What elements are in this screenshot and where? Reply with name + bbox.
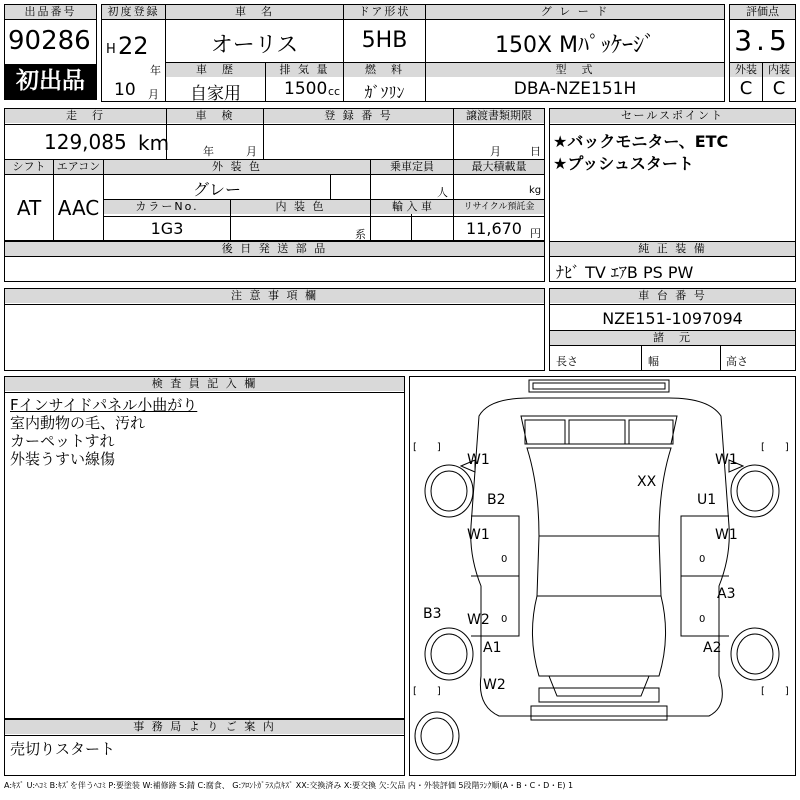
first-listing-badge: 初出品 [5,64,96,99]
shift-label: シフト [5,160,53,174]
bracket-front-right: [ ] [761,442,789,453]
displacement-label: 排 気 量 [266,63,343,77]
inspection-label: 車 検 [167,109,263,123]
zero-mark-right: 0 [699,554,706,565]
car-name-label: 車 名 [166,5,343,19]
zero-mark-right-rear: 0 [699,614,706,625]
score-value: 3.5 [734,24,791,57]
inspection-month-unit: 月 [246,145,257,158]
interior-score-label: 内装 [763,63,795,77]
capacity-label: 乗車定員 [371,160,453,174]
width-label: 幅 [648,355,659,368]
inspector-label: 検 査 員 記 入 欄 [5,377,404,391]
zero-mark-left: 0 [501,554,508,565]
car-name-value: オーリス [210,33,299,58]
registration-year: 22 [118,32,149,60]
transfer-month-unit: 月 [490,145,501,158]
registration-month: 10 [114,80,136,100]
score-label: 評価点 [730,5,795,19]
mark-w1-front-right: W1 [715,452,738,468]
door-value: 5HB [361,28,408,53]
legend: A:ｷｽﾞ U:ﾍｺﾐ B:ｷｽﾞを伴うﾍｺﾐ P:要塗装 W:補修跡 S:錆 C:腐食、 G:ﾌﾛﾝﾄｶﾞﾗｽ点ｷｽﾞ XX:交換済み X:要交換 欠:欠品 内・外装評価 5段階ﾗﾝｸ順(A・B・C・D・E) 1 [4,781,574,790]
fuel-label: 燃 料 [344,63,425,77]
lot-number: 90286 [8,26,91,56]
interior-color-unit: 系 [355,228,366,241]
mark-b3: B3 [423,606,442,622]
later-parts-label: 後 日 発 送 部 品 [5,242,544,256]
mark-a2: A2 [703,640,722,656]
color-no-value: 1G3 [150,219,184,238]
grade-value: 150X Mﾊﾟｯｹｰｼﾞ [494,33,656,58]
mileage-value: 129,085 [44,130,127,154]
exterior-color-value: グレー [192,180,241,199]
length-label: 長さ [556,355,578,368]
grade-label: グ レ ー ド [426,5,724,19]
model-code-value: DBA-NZE151H [513,79,637,99]
inspector-line-2: 室内動物の毛、汚れ [10,414,146,432]
zero-mark-left-rear: 0 [501,614,508,625]
lot-label: 出品番号 [5,5,96,19]
recycle-label: リサイクル預託金 [454,200,544,214]
fuel-value: ｶﾞｿﾘﾝ [364,83,405,102]
max-load-unit: kg [529,185,542,196]
bracket-front-left: [ ] [413,442,441,453]
sales-points-label: セールスポイント [550,109,795,123]
mark-b2: B2 [487,492,506,508]
mark-w2-left: W2 [467,612,490,628]
chassis-label: 車 台 番 号 [550,289,795,303]
recycle-value: 11,670 [466,219,522,238]
recycle-unit: 円 [530,227,541,240]
chassis-value: NZE151-1097094 [602,309,743,328]
displacement-value: 1500 [284,79,328,99]
bracket-rear-right: [ ] [761,686,789,697]
exterior-color-label: 外 装 色 [104,160,370,174]
mark-a3: A3 [717,586,736,602]
office-value: 売切りスタート [10,740,116,758]
genuine-equipment-value: ﾅﾋﾞ TV ｴｱB PS PW [556,263,694,282]
notes-label: 注 意 事 項 欄 [5,289,544,303]
interior-color-label: 内 装 色 [231,200,370,214]
height-label: 高さ [726,355,748,368]
history-value: 自家用 [190,84,241,104]
mark-w1-right-door: W1 [715,527,738,543]
transfer-date-label: 譲渡書類期限 [454,109,544,123]
registration-year-unit: 年 [150,64,161,77]
mark-w2-rear: W2 [483,677,506,693]
mark-w1-front-left: W1 [467,452,490,468]
mark-u1: U1 [697,492,717,508]
max-load-label: 最大積載量 [454,160,544,174]
inspector-line-1: Fインサイドパネル小曲がり [10,396,198,414]
shift-value: AT [16,196,42,220]
door-label: ドア形状 [344,5,425,19]
dimensions-label: 諸 元 [550,331,795,345]
mark-a1: A1 [483,640,502,656]
reg-number-label: 登 録 番 号 [264,109,453,123]
registration-label: 初度登録 [102,5,165,19]
mark-xx: XX [637,474,657,490]
transfer-day-unit: 日 [530,145,541,158]
interior-score-value: C [772,78,786,99]
history-label: 車 歴 [166,63,265,77]
capacity-unit: 人 [437,186,448,199]
mileage-unit: km [138,131,170,155]
sales-point-1: ★バックモニター、ETC [553,132,729,151]
mark-w1-left-door: W1 [467,527,490,543]
registration-era: H [106,42,116,57]
exterior-score-value: C [739,78,753,99]
displacement-unit: cc [328,85,341,98]
inspector-line-4: 外装うすい線傷 [10,450,116,468]
car-diagram [409,376,796,776]
exterior-score-label: 外装 [730,63,762,77]
inspection-year-unit: 年 [203,145,214,158]
mileage-label: 走 行 [5,109,166,123]
registration-month-unit: 月 [148,88,159,101]
office-label: 事 務 局 よ り ご 案 内 [5,720,404,734]
inspector-line-3: カーペットすれ [10,432,115,450]
color-no-label: カラーNo. [104,200,230,214]
genuine-equipment-label: 純 正 装 備 [550,242,795,256]
aircon-label: エアコン [54,160,103,174]
sales-point-2: ★プッシュスタート [553,154,694,173]
import-label: 輸 入 車 [371,200,453,214]
bracket-rear-left: [ ] [413,686,441,697]
aircon-value: AAC [57,196,100,220]
model-code-label: 型 式 [426,63,724,77]
